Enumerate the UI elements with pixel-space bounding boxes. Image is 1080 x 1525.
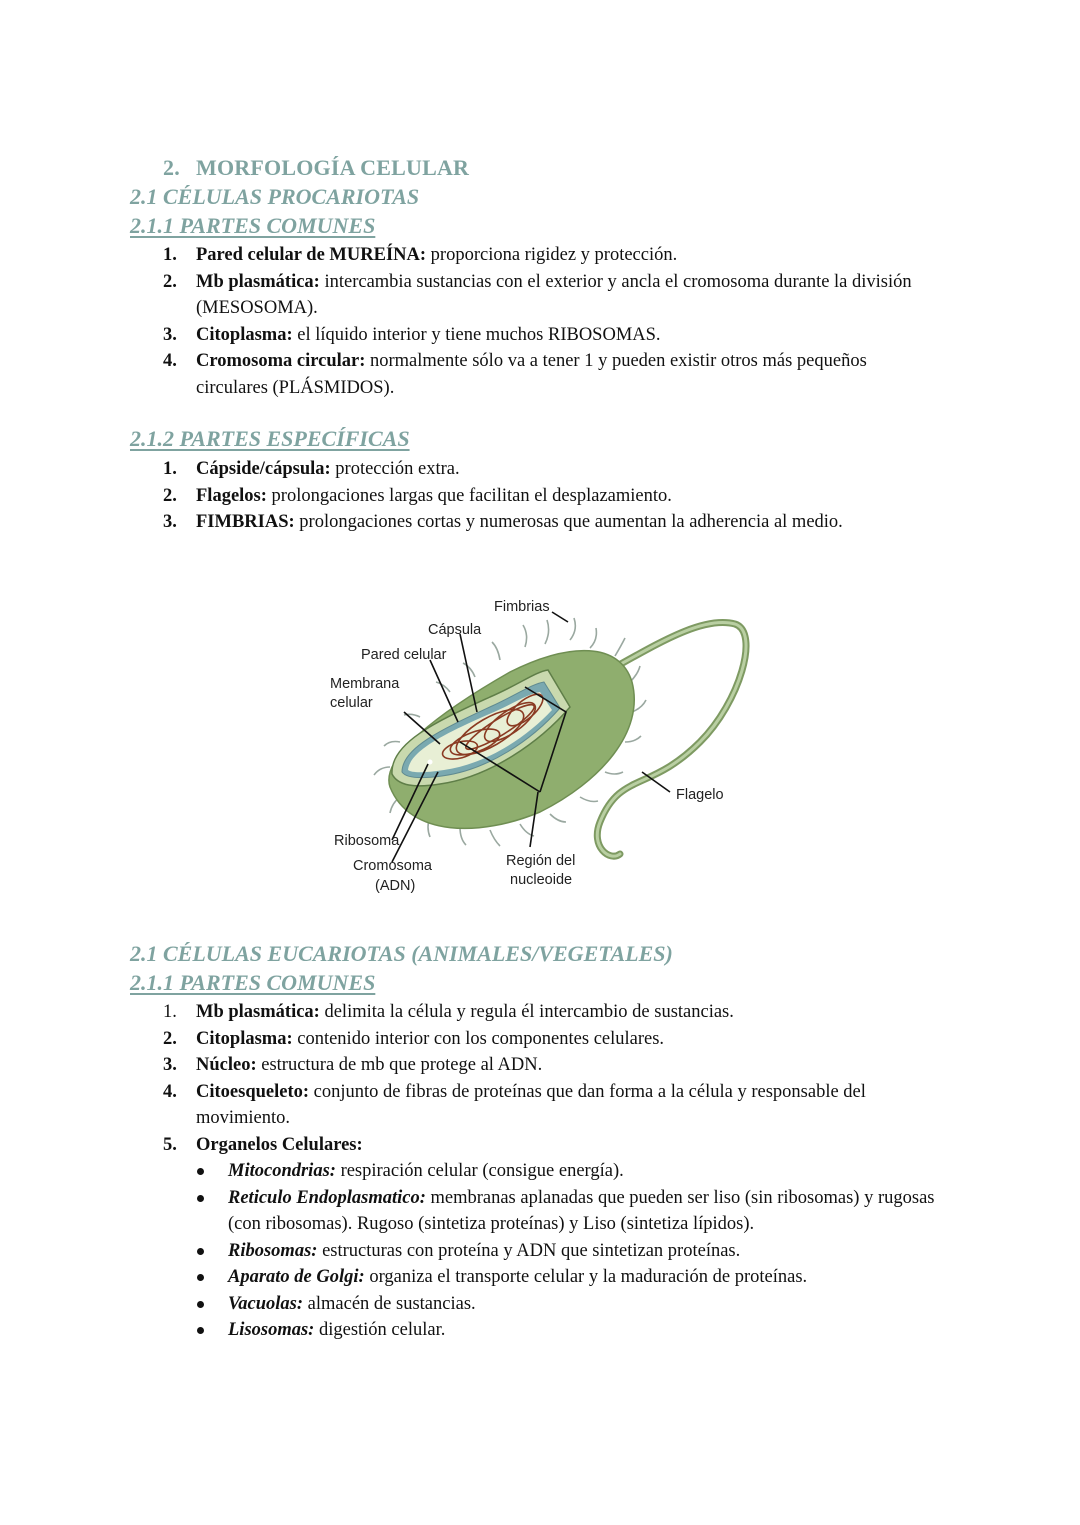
item-term: Mb plasmática: [196, 271, 320, 292]
label-region-2: nucleoide [510, 872, 573, 888]
organelle-item [163, 1317, 943, 1344]
prokaryotes-common-heading: 2.1.1 PARTES COMUNES [130, 213, 376, 238]
organelle-term: Mitocondrias: [228, 1161, 336, 1181]
main-heading [163, 155, 469, 181]
organelle-desc: membranas aplanadas que pueden ser liso (sin ribosomas) y rugosas (con ribosomas). Rugoso (sintetiza proteínas) y Liso (sintetiza lípidos). [228, 1187, 935, 1234]
item-desc: intercambia sustancias con el exterior y ancla el cromosoma durante la división (MESOSOMA). [196, 271, 912, 318]
organelle-item [163, 1158, 943, 1185]
bullet-icon [197, 1274, 204, 1281]
organelle-term: Vacuolas: [228, 1293, 304, 1314]
item-number: 1. [163, 1002, 177, 1022]
list-item [163, 483, 943, 510]
organelle-desc: estructuras con proteína y ADN que sintetizan proteínas. [317, 1240, 741, 1261]
main-heading-text: MORFOLOGÍA CELULAR [196, 155, 470, 180]
item-term: Cromosoma circular: [196, 351, 366, 371]
organelle-term: Ribosomas: [228, 1240, 318, 1261]
ribosome-dot [428, 760, 433, 765]
item-number: 1. [163, 245, 177, 265]
list-item [163, 322, 943, 349]
item-term: Pared celular de MUREÍNA: [196, 245, 427, 265]
item-term: Flagelos: [196, 485, 267, 506]
organelle-desc: almacén de sustancias. [303, 1293, 476, 1314]
item-desc: protección extra. [330, 459, 460, 479]
list-item [163, 348, 943, 401]
item-term: Mb plasmática: [196, 1002, 320, 1022]
list-item [163, 269, 943, 322]
item-term: Citoplasma: [196, 324, 293, 345]
item-desc: conjunto de fibras de proteínas que dan forma a la célula y responsable del movimiento. [196, 1081, 866, 1128]
organelles-list [163, 1158, 943, 1344]
prokaryotes-heading: 2.1 CÉLULAS PROCARIOTAS [130, 184, 420, 209]
prokaryotes-specific-list [163, 456, 943, 536]
main-heading-number: 2. [163, 155, 180, 180]
item-number: 2. [163, 485, 177, 506]
item-term: Núcleo: [196, 1055, 257, 1075]
organelle-item [163, 1238, 943, 1265]
label-cromosoma-1: Cromosoma [353, 858, 432, 874]
prokaryote-cell-diagram [320, 592, 760, 902]
item-term: Organelos Celulares: [196, 1134, 363, 1155]
item-desc: normalmente sólo va a tener 1 y pueden existir otros más pequeños circulares (PLÁSMIDOS). [196, 351, 867, 398]
list-item [163, 1079, 943, 1132]
eukaryotes-common-list [163, 999, 943, 1344]
item-number: 3. [163, 1055, 177, 1075]
organelle-term: Aparato de Golgi: [228, 1267, 365, 1287]
item-desc: proporciona rigidez y protección. [426, 245, 678, 265]
label-capsula: Cápsula [428, 622, 482, 638]
organelle-item [163, 1291, 943, 1318]
list-item [163, 456, 943, 483]
item-number: 1. [163, 459, 177, 479]
bullet-icon [197, 1168, 204, 1175]
item-desc: contenido interior con los componentes celulares. [292, 1028, 665, 1049]
item-number: 4. [163, 1081, 177, 1102]
organelle-term: Reticulo Endoplasmatico: [228, 1187, 426, 1208]
label-cromosoma-2: (ADN) [375, 878, 416, 894]
item-desc: prolongaciones largas que facilitan el desplazamiento. [266, 485, 672, 506]
organelle-desc: respiración celular (consigue energía). [335, 1161, 624, 1181]
item-number: 2. [163, 271, 177, 292]
item-term: Cápside/cápsula: [196, 459, 331, 479]
item-number: 3. [163, 324, 177, 345]
list-item [163, 999, 943, 1026]
item-term: Citoesqueleto: [196, 1081, 310, 1102]
organelle-item [163, 1264, 943, 1291]
organelle-desc: organiza el transporte celular y la maduración de proteínas. [364, 1267, 808, 1287]
item-term: FIMBRIAS: [196, 512, 295, 532]
organelle-item [163, 1185, 943, 1238]
item-number: 3. [163, 512, 177, 532]
item-desc: el líquido interior y tiene muchos RIBOSOMAS. [292, 324, 661, 345]
item-number: 4. [163, 351, 177, 371]
label-flagelo: Flagelo [676, 787, 724, 803]
organelle-desc: digestión celular. [314, 1320, 446, 1340]
item-desc: prolongaciones cortas y numerosas que aumentan la adherencia al medio. [294, 512, 843, 532]
eukaryotes-common-heading: 2.1.1 PARTES COMUNES [130, 970, 376, 995]
bullet-icon [197, 1327, 204, 1334]
bullet-icon [197, 1301, 204, 1308]
item-desc: estructura de mb que protege al ADN. [256, 1055, 543, 1075]
item-number: 2. [163, 1028, 177, 1049]
list-item [163, 509, 943, 536]
eukaryotes-heading: 2.1 CÉLULAS EUCARIOTAS (ANIMALES/VEGETALES) [130, 941, 673, 966]
label-ribosoma: Ribosoma [334, 833, 400, 849]
list-item [163, 1026, 943, 1053]
item-number: 5. [163, 1134, 177, 1155]
label-membrana-2: celular [330, 695, 373, 711]
item-desc: delimita la célula y regula él intercambio de sustancias. [319, 1002, 734, 1022]
label-pared-celular: Pared celular [361, 647, 447, 663]
item-term: Citoplasma: [196, 1028, 293, 1049]
prokaryotes-common-list [163, 242, 943, 401]
label-region-1: Región del [506, 853, 576, 869]
label-fimbrias: Fimbrias [494, 599, 550, 615]
label-membrana-1: Membrana [330, 676, 400, 692]
bullet-icon [197, 1248, 204, 1255]
organelle-term: Lisosomas: [228, 1320, 315, 1340]
list-item [163, 1052, 943, 1079]
list-item [163, 242, 943, 269]
prokaryotes-specific-heading: 2.1.2 PARTES ESPECÍFICAS [130, 426, 410, 451]
bullet-icon [197, 1195, 204, 1202]
list-item-organelles [163, 1132, 943, 1344]
